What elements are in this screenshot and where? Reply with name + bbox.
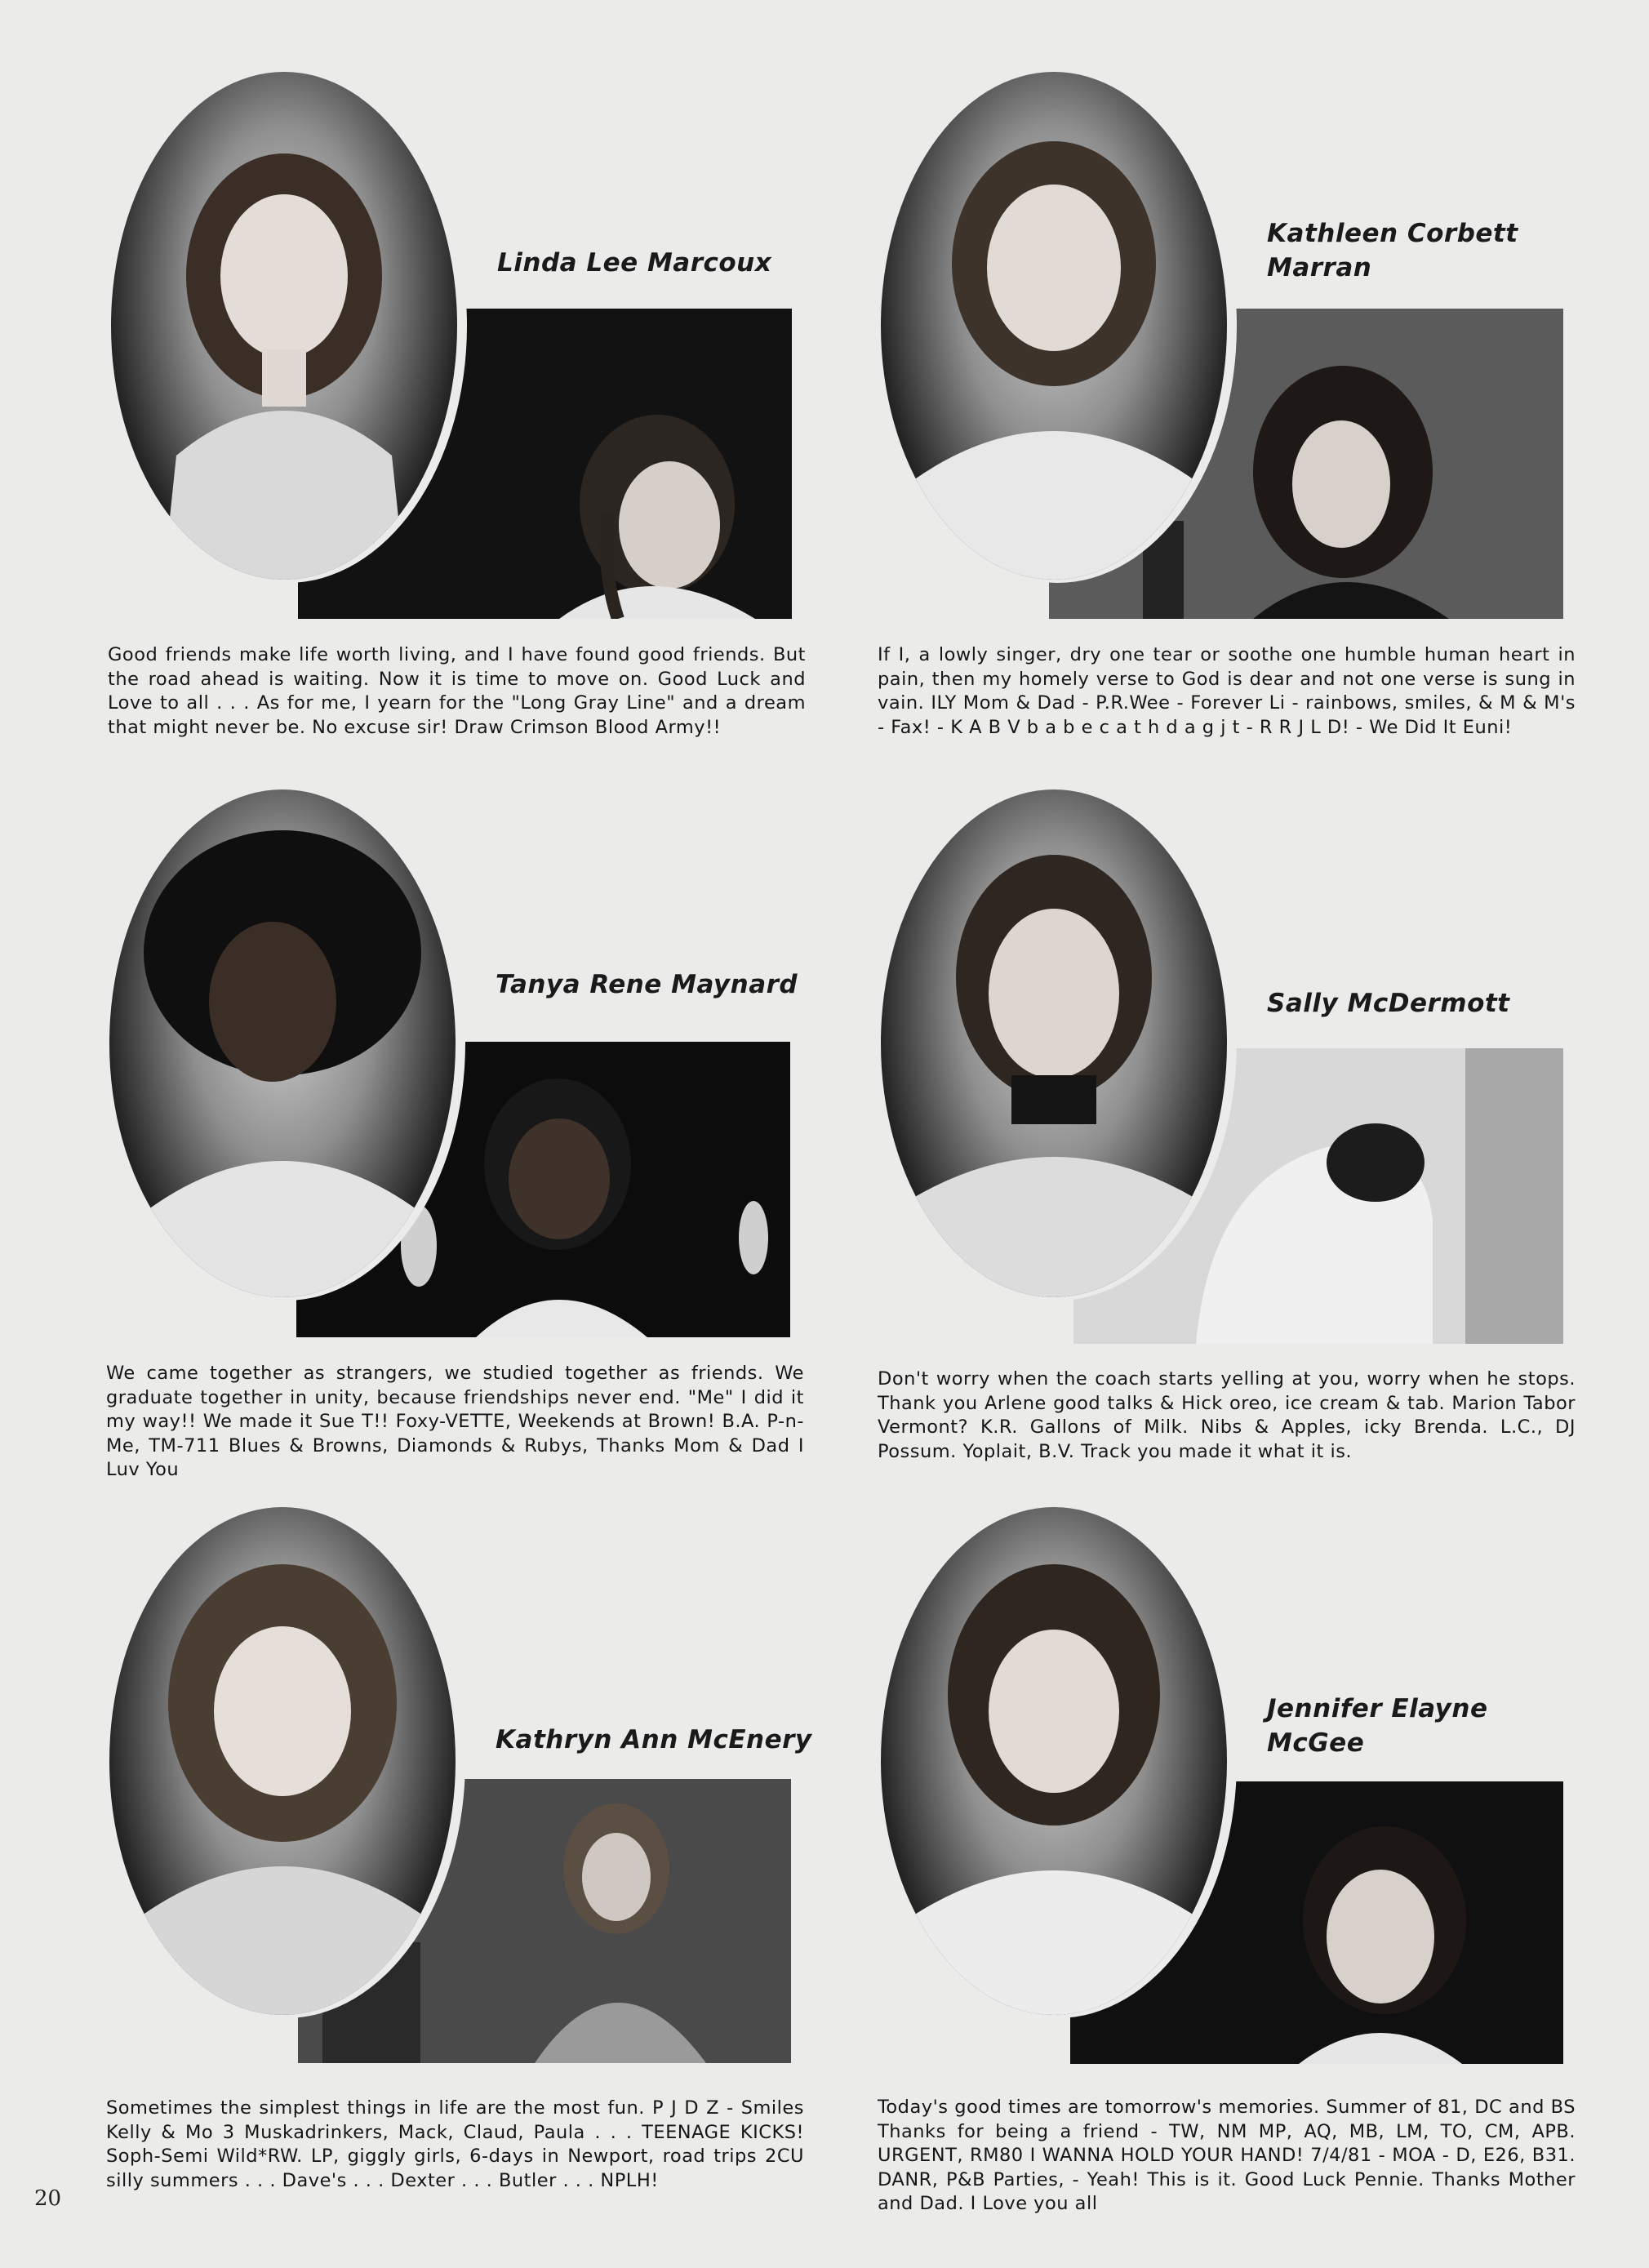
senior-name: Kathleen Corbett Marran (1267, 219, 1518, 282)
page-number: 20 (34, 2186, 62, 2211)
senior-entry (878, 1504, 1596, 2247)
senior-portrait-photo (881, 789, 1227, 1297)
senior-portrait-photo (109, 1507, 456, 2015)
senior-entry (108, 69, 826, 812)
senior-entry (878, 786, 1596, 1529)
senior-quote: Good friends make life worth living, and I have found good friends. But the road ahead is waiting. Now it is time to move on. Good Luck and Love to all . . . As for me, I yearn for the "Long Gray Line" and a dream that might never be. No excuse sir! Draw Crimson Blood Army!! (108, 644, 806, 738)
senior-name: Sally McDermott (1267, 989, 1510, 1018)
senior-entry (106, 1504, 824, 2247)
senior-quote: If I, a lowly singer, dry one tear or soothe one humble human heart in pain, then my homely verse to God is dear and not one verse is sung in vain. ILY Mom & Dad - P.R.Wee - Forever Li - rainbows, smiles, & M & M's - Fax! - K A B V b a b e c a t h d a g j t - R R J L D! - We Did It Euni! (878, 644, 1576, 738)
senior-name: Tanya Rene Maynard (496, 970, 798, 999)
senior-entry (878, 69, 1596, 812)
senior-name: Jennifer Elayne McGee (1267, 1694, 1488, 1758)
senior-entry (106, 786, 824, 1529)
senior-portrait-photo (109, 789, 456, 1297)
senior-portrait-photo (111, 72, 457, 580)
senior-portrait-photo (881, 72, 1227, 580)
senior-quote: Today's good times are tomorrow's memories. Summer of 81, DC and BS Thanks for being a friend - TW, NM MP, AQ, MB, LM, TO, CM, APB. URGENT, RM80 I WANNA HOLD YOUR HAND! 7/4/81 - MOA - D, E26, B31. DANR, P&B Parties, - Yeah! This is it. Good Luck Pennie. Thanks Mother and Dad. I Love you all (878, 2097, 1576, 2214)
senior-portrait-photo (881, 1507, 1227, 2015)
senior-quote: Sometimes the simplest things in life are the most fun. P J D Z - Smiles Kelly & Mo 3 Muskadrinkers, Mack, Claud, Paula . . . TEENAGE KICKS! Soph-Semi Wild*RW. LP, giggly girls, 6-days in Newport, road trips 2CU silly summers . . . Dave's . . . Dexter . . . Butler . . . NPLH! (106, 2097, 804, 2191)
senior-name: Kathryn Ann McEnery (496, 1725, 812, 1754)
senior-quote: We came together as strangers, we studied together as friends. We graduate together in unity, because friendships never end. "Me" I did it my way!! We made it Sue T!! Foxy-VETTE, Weekends at Brown! B.A. P-n-Me, TM-711 Blues & Browns, Diamonds & Rubys, Thanks Mom & Dad I Luv You (106, 1363, 804, 1480)
senior-name: Linda Lee Marcoux (497, 248, 772, 278)
senior-quote: Don't worry when the coach starts yelling at you, worry when he stops. Thank you Arlene good talks & Hick oreo, ice cream & tab. Marion Tabor Vermont? K.R. Gallons of Milk. Nibs & Apples, icky Brenda. L.C., DJ Possum. Yoplait, B.V. Track you made it what it is. (878, 1368, 1576, 1462)
